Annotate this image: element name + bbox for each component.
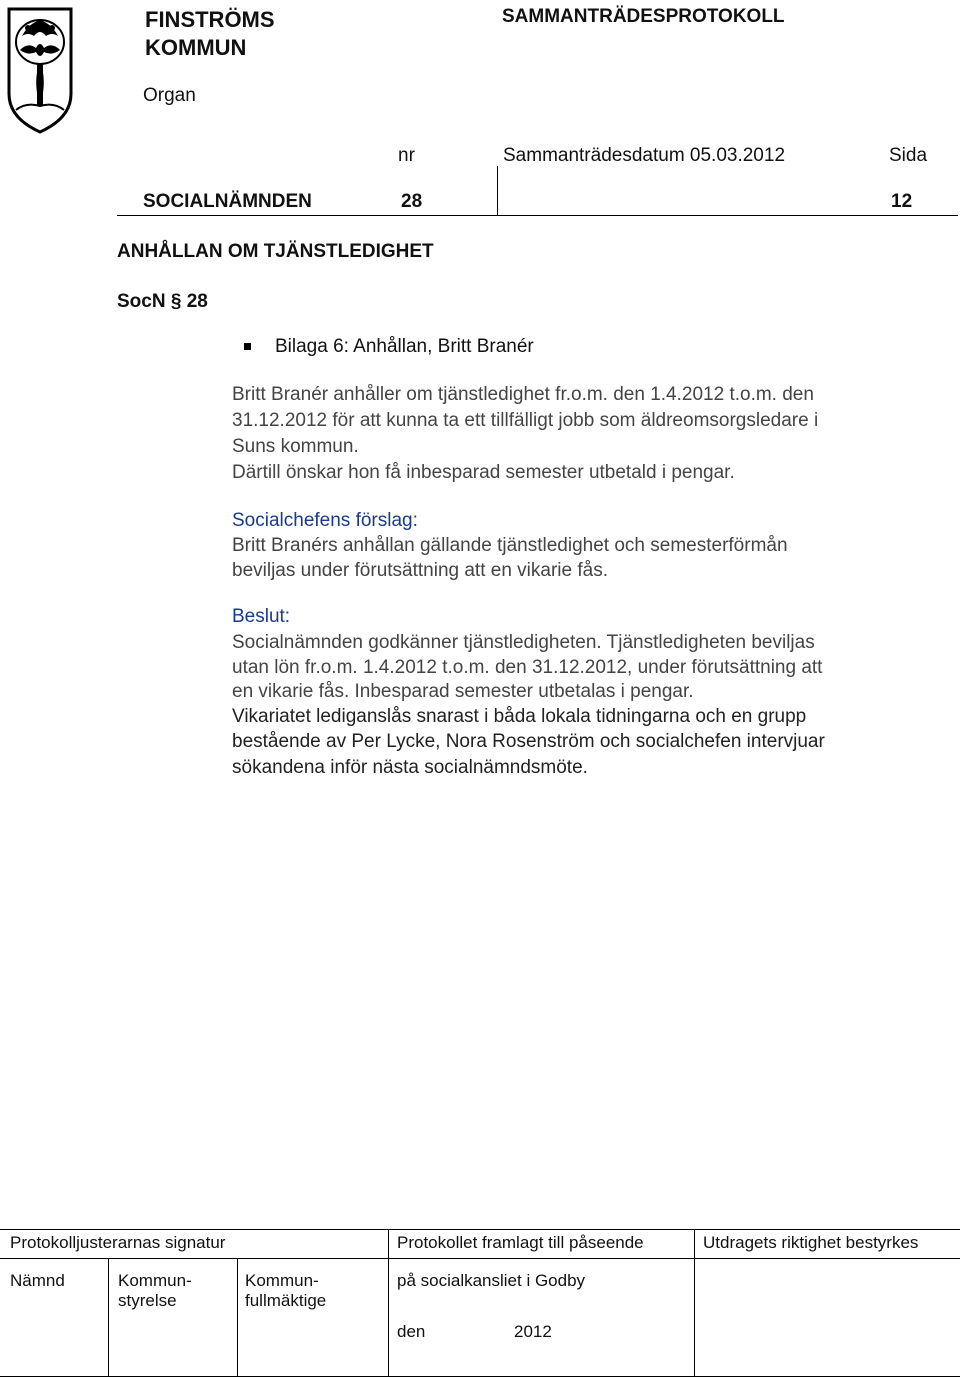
page-value: 12 — [891, 191, 913, 212]
signature-label: Protokolljusterarnas signatur — [10, 1233, 226, 1252]
header-rule — [117, 215, 958, 216]
footer-divider — [237, 1258, 238, 1376]
page-label: Sida — [889, 145, 928, 166]
header-divider — [497, 166, 498, 215]
decision-line: Vikariatet lediganslås snarast i båda lokala tidningarna och en grupp — [232, 706, 807, 727]
footer-divider — [108, 1258, 109, 1376]
kommunfullmaktige-label-2: fullmäktige — [245, 1291, 327, 1310]
decision-line: sökandena inför nästa socialnämndsmöte. — [232, 757, 588, 778]
proposal-line: Britt Branérs anhållan gällande tjänstledighet och semesterförmån — [232, 535, 788, 556]
location-label: på socialkansliet i Godby — [397, 1271, 586, 1290]
extract-label: Utdragets riktighet bestyrkes — [703, 1233, 919, 1252]
footer-divider — [388, 1229, 389, 1376]
meeting-date: Sammanträdesdatum 05.03.2012 — [503, 145, 786, 166]
proposal-heading: Socialchefens förslag: — [232, 510, 418, 531]
bullet-icon — [244, 343, 251, 350]
decision-heading: Beslut: — [232, 606, 291, 627]
organ-label: Organ — [143, 85, 196, 106]
den-label: den — [397, 1322, 426, 1341]
kommunstyrelse-label-2: styrelse — [118, 1291, 177, 1310]
municipality-line1: FINSTRÖMS — [145, 7, 275, 32]
document-title: SAMMANTRÄDESPROTOKOLL — [502, 6, 785, 27]
footer-mid-rule — [0, 1258, 960, 1259]
paragraph-reference: SocN § 28 — [117, 291, 208, 312]
organ-value: SOCIALNÄMNDEN — [143, 191, 312, 212]
nr-label: nr — [398, 145, 415, 166]
kommunstyrelse-label-1: Kommun- — [118, 1271, 192, 1290]
decision-line: utan lön fr.o.m. 1.4.2012 t.o.m. den 31.12.2012, under förutsättning att — [232, 657, 823, 678]
nr-value: 28 — [401, 191, 423, 212]
decision-line: bestående av Per Lycke, Nora Rosenström och socialchefen intervjuar — [232, 731, 825, 752]
proposal-line: beviljas under förutsättning att en vikarie fås. — [232, 560, 608, 581]
body-line: Britt Branér anhåller om tjänstledighet fr.o.m. den 1.4.2012 t.o.m. den — [232, 384, 814, 405]
attachment-reference: Bilaga 6: Anhållan, Britt Branér — [275, 336, 534, 357]
municipal-crest-logo — [6, 6, 74, 134]
body-line: Därtill önskar hon få inbesparad semester utbetald i pengar. — [232, 462, 735, 483]
namnd-label: Nämnd — [10, 1271, 65, 1290]
kommunfullmaktige-label-1: Kommun- — [245, 1271, 319, 1290]
body-line: Suns kommun. — [232, 436, 359, 457]
decision-line: Socialnämnden godkänner tjänstledigheten. Tjänstledigheten beviljas — [232, 632, 815, 653]
municipality-name — [145, 6, 275, 62]
footer-divider — [694, 1229, 695, 1376]
municipality-line2: KOMMUN — [145, 35, 247, 60]
displayed-label: Protokollet framlagt till påseende — [397, 1233, 644, 1252]
year-label: 2012 — [514, 1322, 552, 1341]
body-line: 31.12.2012 för att kunna ta ett tillfälligt jobb som äldreomsorgsledare i — [232, 410, 819, 431]
section-heading: ANHÅLLAN OM TJÄNSTLEDIGHET — [117, 241, 434, 262]
footer-top-rule — [0, 1229, 960, 1230]
decision-line: en vikarie fås. Inbesparad semester utbetalas i pengar. — [232, 681, 694, 702]
